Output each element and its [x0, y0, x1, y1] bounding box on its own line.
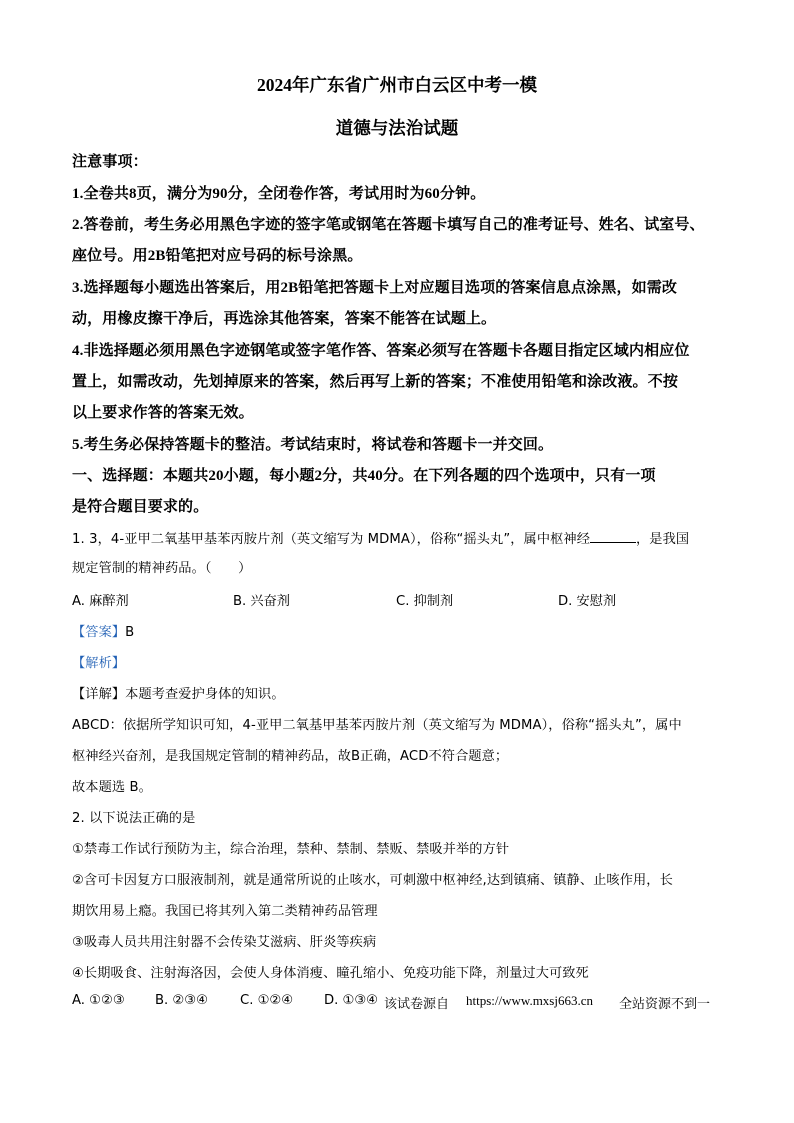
notice-item-4-cont2: 以上要求作答的答案无效。 — [72, 405, 254, 421]
source-note-url[interactable]: https://www.mxsj663.cn — [466, 993, 593, 1008]
question-2-statement-2: ②含可卡因复方口服液制剂，就是通常所说的止咳水，可刺激中枢神经,达到镇痛、镇静、止咳作用，长 — [72, 873, 673, 888]
exam-title: 2024年广东省广州市白云区中考一模 — [257, 75, 537, 95]
notice-item-1: 1.全卷共8页，满分为90分，全闭卷作答，考试用时为60分钟。 — [72, 186, 486, 202]
exam-subtitle: 道德与法治试题 — [335, 118, 459, 138]
answer-blank — [590, 530, 636, 543]
question-1-answer — [72, 621, 134, 640]
question-2-option-d: D. ①③④ — [324, 993, 379, 1008]
question-1-detail — [72, 683, 285, 702]
question-1-stem-text: 1. 3，4-亚甲二氧基甲基苯丙胺片剂（英文缩写为 MDMA），俗称“摇头丸”，属中枢神经 — [72, 532, 590, 547]
detail-tag: 【详解】 — [72, 687, 126, 702]
source-note-suffix: 全站资源不到一 — [619, 996, 711, 1011]
question-1-explanation: ABCD：依据所学知识可知，4-亚甲二氧基甲基苯丙胺片剂（英文缩写为 MDMA），俗称“摇头丸”，属中 — [72, 718, 682, 733]
section-heading-cont: 是符合题目要求的。 — [72, 499, 209, 515]
question-2-option-c: C. ①②④ — [240, 993, 294, 1008]
question-2-stem: 2. 以下说法正确的是 — [72, 811, 196, 826]
source-note-prefix: 该试卷源自 — [384, 996, 450, 1011]
notice-item-2-cont: 座位号。用2B铅笔把对应号码的标号涂黑。 — [72, 248, 363, 264]
question-2-option-b: B. ②③④ — [155, 993, 208, 1008]
question-1-stem-cont: 规定管制的精神药品。（ ） — [72, 561, 252, 576]
answer-tag: 【答案】 — [72, 625, 126, 640]
notice-item-3: 3.选择题每小题选出答案后，用2B铅笔把答题卡上对应题目选项的答案信息点涂黑，如需改 — [72, 280, 678, 296]
answer-value: B — [125, 625, 135, 640]
notice-item-4: 4.非选择题必须用黑色字迹钢笔或签字笔作答、答案必须写在答题卡各题目指定区域内相应位 — [72, 343, 690, 359]
question-1-stem-end: ，是我国 — [636, 532, 690, 547]
notice-item-2: 2.答卷前，考生务必用黑色字迹的签字笔或钢笔在答题卡填写自己的准考证号、姓名、试室号、 — [72, 217, 705, 233]
question-2-option-a: A. ①②③ — [72, 993, 125, 1008]
notice-item-5: 5.考生务必保持答题卡的整洁。考试结束时，将试卷和答题卡一并交回。 — [72, 437, 554, 453]
question-1-option-b: B. 兴奋剂 — [233, 594, 290, 609]
notice-heading: 注意事项： — [72, 154, 148, 170]
question-2-statement-3: ③吸毒人员共用注射器不会传染艾滋病、肝炎等疾病 — [72, 935, 377, 950]
question-1-option-d: D. 安慰剂 — [558, 594, 617, 609]
detail-text: 本题考查爱护身体的知识。 — [125, 687, 285, 702]
analysis-tag: 【解析】 — [72, 656, 126, 671]
question-2-statement-4: ④长期吸食、注射海洛因，会使人身体消瘦、瞳孔缩小、免疫功能下降，剂量过大可致死 — [72, 966, 589, 981]
question-2-statement-1: ①禁毒工作试行预防为主，综合治理，禁种、禁制、禁贩、禁吸并举的方针 — [72, 842, 510, 857]
question-2-statement-2-cont: 期饮用易上瘾。我国已将其列入第二类精神药品管理 — [72, 904, 378, 919]
question-1-stem — [72, 528, 689, 547]
section-heading: 一、选择题：本题共20小题，每小题2分，共40分。在下列各题的四个选项中，只有一项 — [72, 468, 656, 484]
question-1-explanation-cont: 枢神经兴奋剂，是我国规定管制的精神药品，故B正确，ACD不符合题意； — [72, 749, 509, 764]
question-1-option-a: A. 麻醉剂 — [72, 594, 129, 609]
notice-item-4-cont: 置上，如需改动，先划掉原来的答案，然后再写上新的答案；不准使用铅笔和涂改液。不按 — [72, 374, 679, 390]
question-1-conclusion: 故本题选 B。 — [72, 780, 152, 795]
notice-item-3-cont: 动，用橡皮擦干净后，再选涂其他答案，答案不能答在试题上。 — [72, 311, 497, 327]
question-1-option-c: C. 抑制剂 — [396, 594, 454, 609]
